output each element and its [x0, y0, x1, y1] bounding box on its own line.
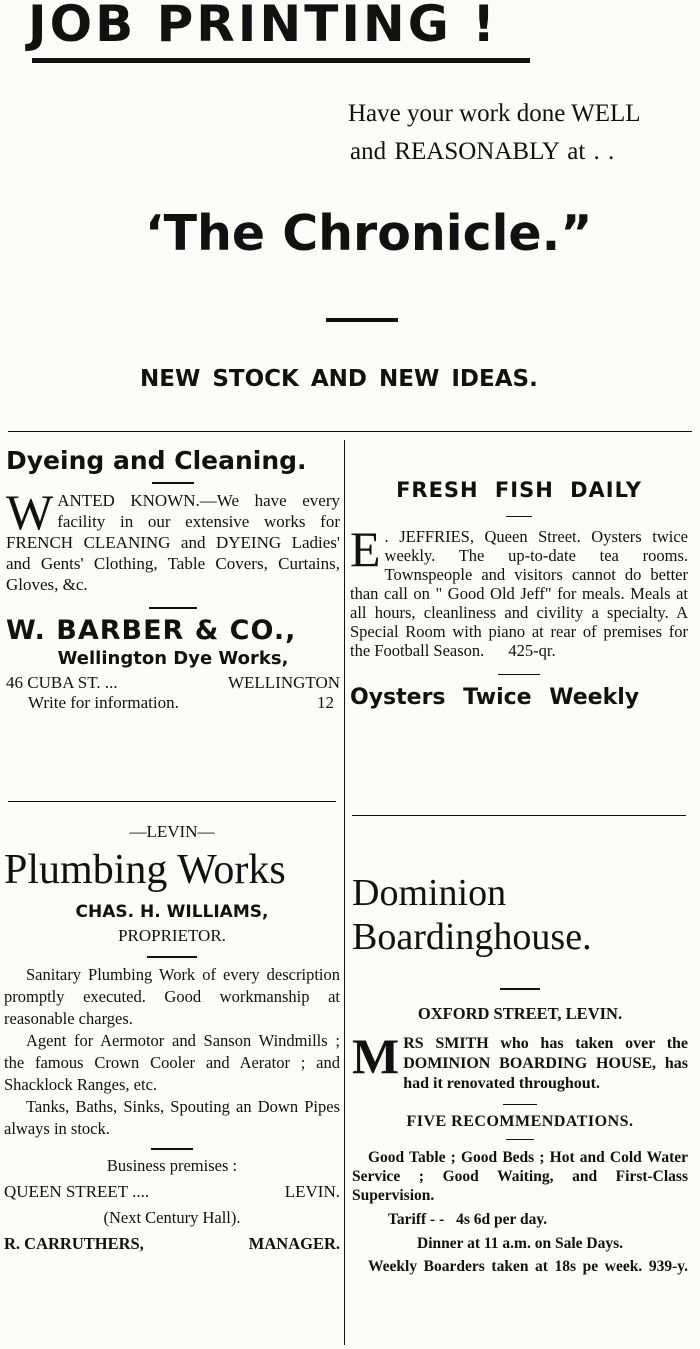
- weekly-line: Weekly Boarders taken at 18s pe week. 939-y.: [368, 1258, 689, 1275]
- works-name: Wellington Dye Works,: [57, 648, 289, 669]
- boarding-body: M RS SMITH who has taken over the DOMINION BOARDING HOUSE, has had it renovated throughout.: [352, 1028, 689, 1092]
- tagline-line-1: Have your work done WELL: [348, 100, 641, 127]
- fish-body: E . JEFFRIES, Queen Street. Oysters twice weekly. The up-to-date tea rooms. Townspeople and visitors cannot do better than call on " Good Old Jeff" for meals. Meals at all hours, cleanliness and civility a specialty. A Special Room with piano at rear of premises for the Football Season. 425-qr.: [350, 521, 688, 660]
- dyeing-write: Write for information. 12: [28, 693, 334, 712]
- top-rule: [8, 431, 692, 432]
- dropcap-e: E: [350, 521, 381, 577]
- publication-name: ‘The Chronicle.”: [145, 205, 593, 262]
- boarding-address: OXFORD STREET, LEVIN.: [417, 1004, 623, 1023]
- divider: [147, 956, 197, 958]
- premises-next-to: (Next Century Hall).: [103, 1208, 241, 1227]
- dyeing-address: 46 CUBA ST. ... WELLINGTON: [6, 673, 340, 692]
- proprietor-name: CHAS. H. WILLIAMS,: [75, 902, 269, 922]
- divider: [500, 988, 540, 990]
- headline-underline: [32, 58, 530, 63]
- divider: [498, 674, 540, 675]
- ornament-divider: [326, 318, 398, 322]
- dinner-line: Dinner at 11 a.m. on Sale Days.: [417, 1235, 623, 1252]
- divider: [506, 1139, 534, 1140]
- dyeing-body: W ANTED KNOWN.—We have every facility in our extensive works for FRENCH CLEANING and DYEING Ladies' and Gents' Clothing, Table Covers, Curtains, Gloves, &c.: [6, 484, 341, 594]
- premises-street: QUEEN STREET .... LEVIN.: [4, 1182, 340, 1201]
- plumbing-title: Plumbing Works: [4, 847, 286, 893]
- boarding-title-1: Dominion: [352, 872, 507, 914]
- left-section-rule: [8, 801, 336, 802]
- divider: [506, 516, 532, 517]
- headline: JOB PRINTING !: [28, 0, 499, 53]
- boarding-ad: [352, 872, 688, 1276]
- subhead: NEW STOCK AND NEW IDEAS.: [140, 366, 538, 392]
- recommendations-heading: FIVE RECOMMENDATIONS.: [406, 1113, 634, 1130]
- column-divider: [344, 440, 345, 1345]
- tagline-line-2: and REASONABLY at . .: [350, 138, 615, 165]
- fish-footer: Oysters Twice Weekly: [350, 685, 640, 710]
- boarding-title-2: Boardinghouse.: [352, 916, 592, 958]
- fish-heading: FRESH FISH DAILY: [396, 478, 642, 502]
- proprietor-role: PROPRIETOR.: [118, 926, 226, 945]
- divider: [149, 607, 197, 609]
- dropcap-w: W: [6, 484, 54, 540]
- dropcap-m: M: [352, 1028, 400, 1084]
- divider: [151, 1148, 193, 1150]
- plumbing-place: —LEVIN—: [129, 822, 215, 841]
- plumbing-para-2: Agent for Aermotor and Sanson Windmills ; the famous Crown Cooler and Aerator ; and Shacklock Ranges, etc.: [4, 1031, 340, 1094]
- plumbing-ad: [4, 822, 340, 1254]
- recommendations-body: Good Table ; Good Beds ; Hot and Cold Water Service ; Good Waiting, and First-Class Supervision.: [352, 1149, 688, 1204]
- firm-name: W. BARBER & CO.,: [6, 615, 297, 646]
- premises-label: Business premises :: [106, 1156, 238, 1175]
- manager-line: R. CARRUTHERS, MANAGER.: [4, 1234, 340, 1253]
- right-section-rule: [352, 815, 686, 816]
- divider: [152, 482, 194, 484]
- fish-ad: [350, 478, 688, 710]
- divider: [503, 1104, 537, 1105]
- plumbing-para-1: Sanitary Plumbing Work of every description promptly executed. Good workmanship at reasonable charges.: [4, 965, 340, 1028]
- tariff-line: Tariff - - 4s 6d per day.: [388, 1211, 548, 1228]
- plumbing-para-3: Tanks, Baths, Sinks, Spouting an Down Pipes always in stock.: [4, 1097, 340, 1138]
- dyeing-ad: [6, 446, 340, 713]
- dyeing-heading: Dyeing and Cleaning.: [6, 446, 307, 475]
